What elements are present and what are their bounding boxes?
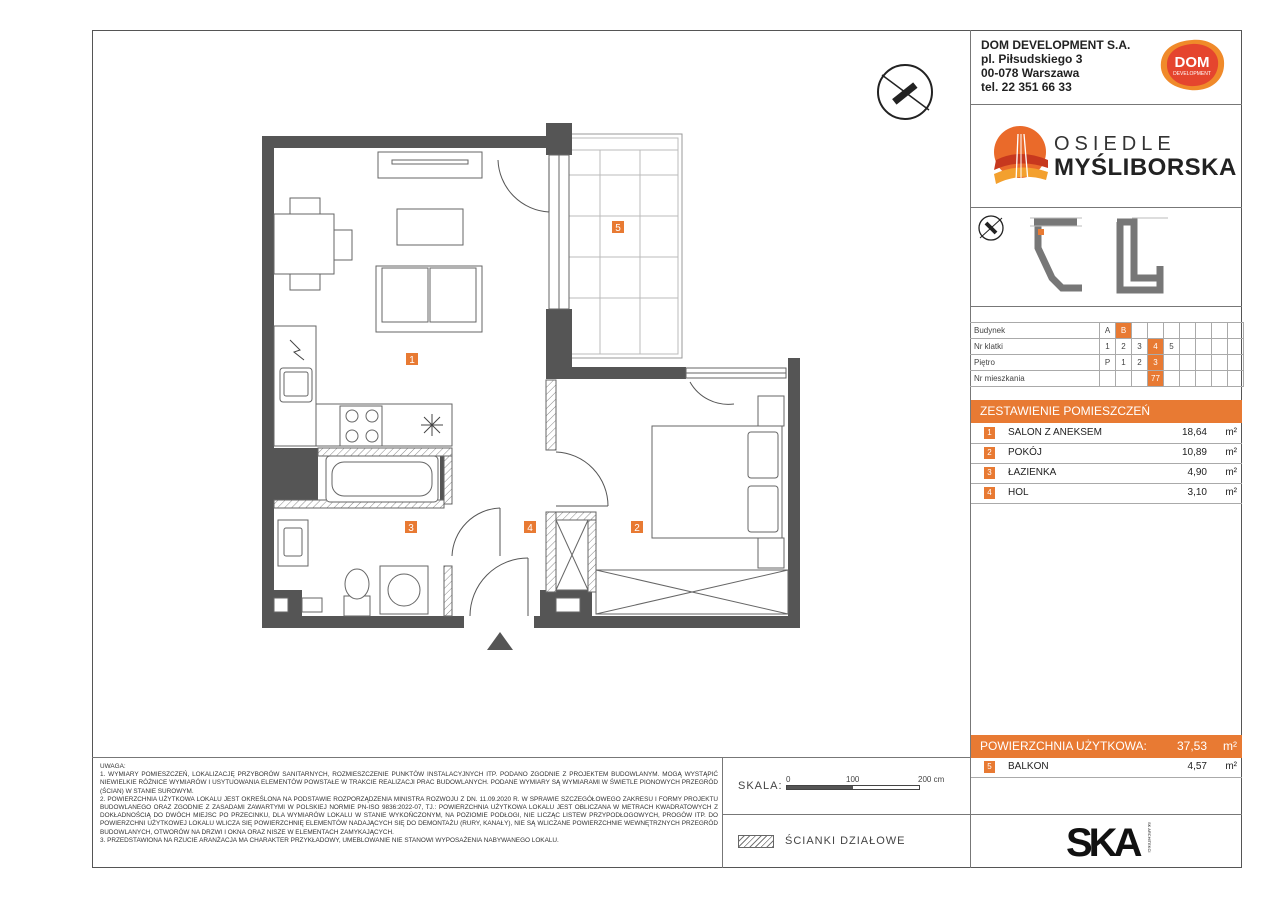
- room-tag-1: 1: [409, 355, 415, 366]
- balcony-unit: m²: [1225, 761, 1237, 772]
- room-area: 3,10: [1187, 487, 1207, 498]
- brand-line1: OSIEDLE: [1054, 133, 1176, 155]
- unit-info-table: [970, 322, 1244, 387]
- room-number: 1: [984, 427, 995, 439]
- company-city: 00-078 Warszawa: [981, 66, 1080, 80]
- info-cell: B: [1116, 323, 1132, 339]
- total-area-label: POWIERZCHNIA UŻYTKOWA:: [980, 739, 1147, 753]
- info-cell: [1180, 355, 1196, 371]
- scale-label: SKALA:: [738, 780, 783, 792]
- room-area: 10,89: [1181, 447, 1207, 458]
- brand-logo: [990, 120, 1237, 195]
- company-info: [981, 38, 1130, 94]
- info-cell: [1180, 323, 1196, 339]
- info-row-label: Nr klatki: [970, 339, 1100, 355]
- company-name: DOM DEVELOPMENT S.A.: [981, 38, 1131, 52]
- info-cell: [1196, 323, 1212, 339]
- info-cell: [1196, 355, 1212, 371]
- room-name: ŁAZIENKA: [1008, 467, 1057, 478]
- room-name: SALON Z ANEKSEM: [1008, 427, 1102, 438]
- scale-tick-200: 200 cm: [918, 775, 945, 784]
- info-cell: [1228, 323, 1244, 339]
- room-number: 3: [984, 467, 995, 479]
- info-cell: P: [1100, 355, 1116, 371]
- company-street: pl. Piłsudskiego 3: [981, 52, 1083, 66]
- scale-bar: [786, 785, 920, 790]
- total-area-bar: [971, 735, 1242, 758]
- site-key-plan: [972, 208, 1242, 305]
- info-cell: [1180, 339, 1196, 355]
- scale-tick-100: 100: [846, 775, 860, 784]
- partition-wall-swatch: [738, 835, 774, 848]
- info-cell: [1228, 355, 1244, 371]
- room-row: [971, 464, 1242, 484]
- info-cell: 77: [1148, 371, 1164, 387]
- entrance-marker-icon: [487, 632, 513, 650]
- info-cell: 2: [1132, 355, 1148, 371]
- divider-notes-scale: [722, 757, 723, 868]
- info-cell: [1116, 371, 1132, 387]
- company-phone: tel. 22 351 66 33: [981, 80, 1072, 94]
- info-cell: [1132, 371, 1148, 387]
- brand-sun-icon: [990, 120, 1054, 195]
- info-cell: 2: [1116, 339, 1132, 355]
- tv-cabinet: [378, 152, 482, 178]
- divider-notes: [92, 757, 970, 758]
- room-tag-3: 3: [408, 523, 414, 534]
- info-row: [970, 355, 1244, 371]
- room-unit: m²: [1225, 487, 1237, 498]
- balcony-row: [971, 758, 1242, 778]
- room-tag-4: 4: [527, 523, 533, 534]
- windows: [549, 155, 786, 378]
- notes-block: [100, 763, 718, 845]
- keyplan-unit-marker: [1038, 229, 1044, 235]
- room-unit: m²: [1225, 467, 1237, 478]
- info-row: [970, 339, 1244, 355]
- info-cell: 5: [1164, 339, 1180, 355]
- info-cell: 4: [1148, 339, 1164, 355]
- info-cell: [1228, 371, 1244, 387]
- north-arrow-icon: [878, 65, 932, 119]
- info-cell: [1164, 371, 1180, 387]
- room-name: HOL: [1008, 487, 1029, 498]
- room-name: POKÓJ: [1008, 447, 1042, 458]
- info-cell: [1212, 355, 1228, 371]
- info-row: [970, 323, 1244, 339]
- info-row-label: Piętro: [970, 355, 1100, 371]
- info-cell: [1196, 339, 1212, 355]
- balcony-number: 5: [984, 761, 995, 773]
- partition-wall-label: ŚCIANKI DZIAŁOWE: [785, 835, 906, 847]
- info-cell: 1: [1100, 339, 1116, 355]
- divider-keyplan: [970, 306, 1242, 307]
- info-cell: [1164, 323, 1180, 339]
- brand-line2: MYŚLIBORSKA: [1054, 154, 1237, 181]
- keyplan-north-arrow-icon: [979, 216, 1003, 240]
- rooms-header: ZESTAWIENIE POMIESZCZEŃ: [971, 400, 1242, 423]
- divider-company: [970, 104, 1242, 105]
- ska-logo-subtext: SK ARCHITEKCI: [1147, 822, 1152, 853]
- balcony-area: 4,57: [1187, 761, 1207, 772]
- balcony-name: BALKON: [1008, 761, 1049, 772]
- dom-development-logo: [1156, 38, 1228, 93]
- room-row: [971, 484, 1242, 504]
- extractor-icon: [421, 414, 443, 436]
- total-area-unit: m²: [1223, 739, 1237, 753]
- ska-architect-logo: [1066, 818, 1156, 864]
- ska-logo-text: SKA: [1066, 821, 1139, 864]
- dining-table: [274, 214, 334, 274]
- info-cell: [1148, 323, 1164, 339]
- info-cell: [1228, 339, 1244, 355]
- info-row-label: Nr mieszkania: [970, 371, 1100, 387]
- rooms-list: [971, 424, 1242, 504]
- room-tag-2: 2: [634, 523, 640, 534]
- note-3: 3. PRZEDSTAWIONA NA RZUCIE ARANŻACJA MA CHARAKTER PRZYKŁADOWY, UMEBLOWANIE NIE STANOWI WYPOSAŻENIA NABYWANEGO LOKALU.: [100, 836, 559, 844]
- info-row-label: Budynek: [970, 323, 1100, 339]
- room-row: [971, 444, 1242, 464]
- info-cell: [1212, 339, 1228, 355]
- info-cell: A: [1100, 323, 1116, 339]
- dom-logo-subtext: DEVELOPMENT: [1173, 71, 1211, 77]
- balcony: [558, 134, 682, 358]
- coffee-table: [397, 209, 463, 245]
- scale-tick-0: 0: [786, 775, 791, 784]
- note-2: 2. POWIERZCHNIA UŻYTKOWA LOKALU JEST OKREŚLONA NA PODSTAWIE ROZPORZĄDZENIA MINISTRA ROZWOJU Z DN. 11.09.2020 R. W SPRAWIE SZCZEGÓŁOWEGO ZAKRESU I FORMY PROJEKTU BUDOWLANEGO ORAZ ZGODNIE Z ZASADAMI ZAWARTYMI W POLSKIEJ NORMIE PN-ISO 9836:2022-07, TJ.: POWIERZCHNIA UŻYTKOWA LOKALU JEST OBLICZANA W METRACH KWADRATOWYCH Z DOKŁADNOŚCIĄ DO DWÓCH MIEJSC PO PRZECINKU, DLA WYMIARÓW LOKALU W STANIE WYKOŃCZONYM, NA POZIOMIE PODŁOGI, NIE LICZĄC LISTEW PRZYPODŁOGOWYCH, PROGÓW ITP. DO POWIERZCHNI UŻYTKOWEJ LOKALU WLICZA SIĘ POWIERZCHNIĘ ELEMENTÓW NADAJĄCYCH SIĘ DO DEMONTAŻU (RURY, KANAŁY), NIE SĄ WLICZANE POWIERZCHNIE WEWNĘTRZNYCH PRZEGRÓD BUDOWLANYCH, OTWORÓW NA DRZWI I OKNA ORAZ NISZE W ELEMENTACH ZAMYKAJĄCYCH.: [100, 795, 718, 836]
- info-cell: [1132, 323, 1148, 339]
- note-1: 1. WYMIARY POMIESZCZEŃ, LOKALIZACJĘ PRZYBORÓW SANITARNYCH, ROZMIESZCZENIE PUNKTÓW INSTALACYJNYCH ITP. PODANO ZGODNIE Z PROJEKTEM BUDOWLANYM. MOGĄ WYSTĄPIĆ NIEWIELKIE RÓŻNICE WYMIARÓW I USYTUOWANIA ELEMENTÓW POWSTAŁE W TRAKCIE REALIZACJI PRAC BUDOWLANYCH. PODANE WYMIARY SĄ WYMIARAMI W ŚWIETLE PIONOWYCH PRZEGRÓD (ŚCIAN) W STANIE SUROWYM.: [100, 771, 718, 795]
- room-area: 18,64: [1181, 427, 1207, 438]
- info-cell: 3: [1132, 339, 1148, 355]
- room-area: 4,90: [1187, 467, 1207, 478]
- info-cell: [1180, 371, 1196, 387]
- room-unit: m²: [1225, 447, 1237, 458]
- furniture: [274, 152, 788, 616]
- info-cell: [1164, 355, 1180, 371]
- info-cell: 1: [1116, 355, 1132, 371]
- total-area-value: 37,53: [1176, 739, 1207, 753]
- info-cell: [1100, 371, 1116, 387]
- info-cell: [1212, 371, 1228, 387]
- info-row: [970, 371, 1244, 387]
- dom-logo-text: DOM: [1174, 54, 1210, 71]
- room-row: [971, 424, 1242, 444]
- info-cell: 3: [1148, 355, 1164, 371]
- info-cell: [1212, 323, 1228, 339]
- room-tag-5: 5: [615, 223, 621, 234]
- room-number: 2: [984, 447, 995, 459]
- room-unit: m²: [1225, 427, 1237, 438]
- notes-title: UWAGA:: [100, 763, 126, 770]
- divider-scale-legend: [722, 814, 1242, 815]
- room-number: 4: [984, 487, 995, 499]
- info-cell: [1196, 371, 1212, 387]
